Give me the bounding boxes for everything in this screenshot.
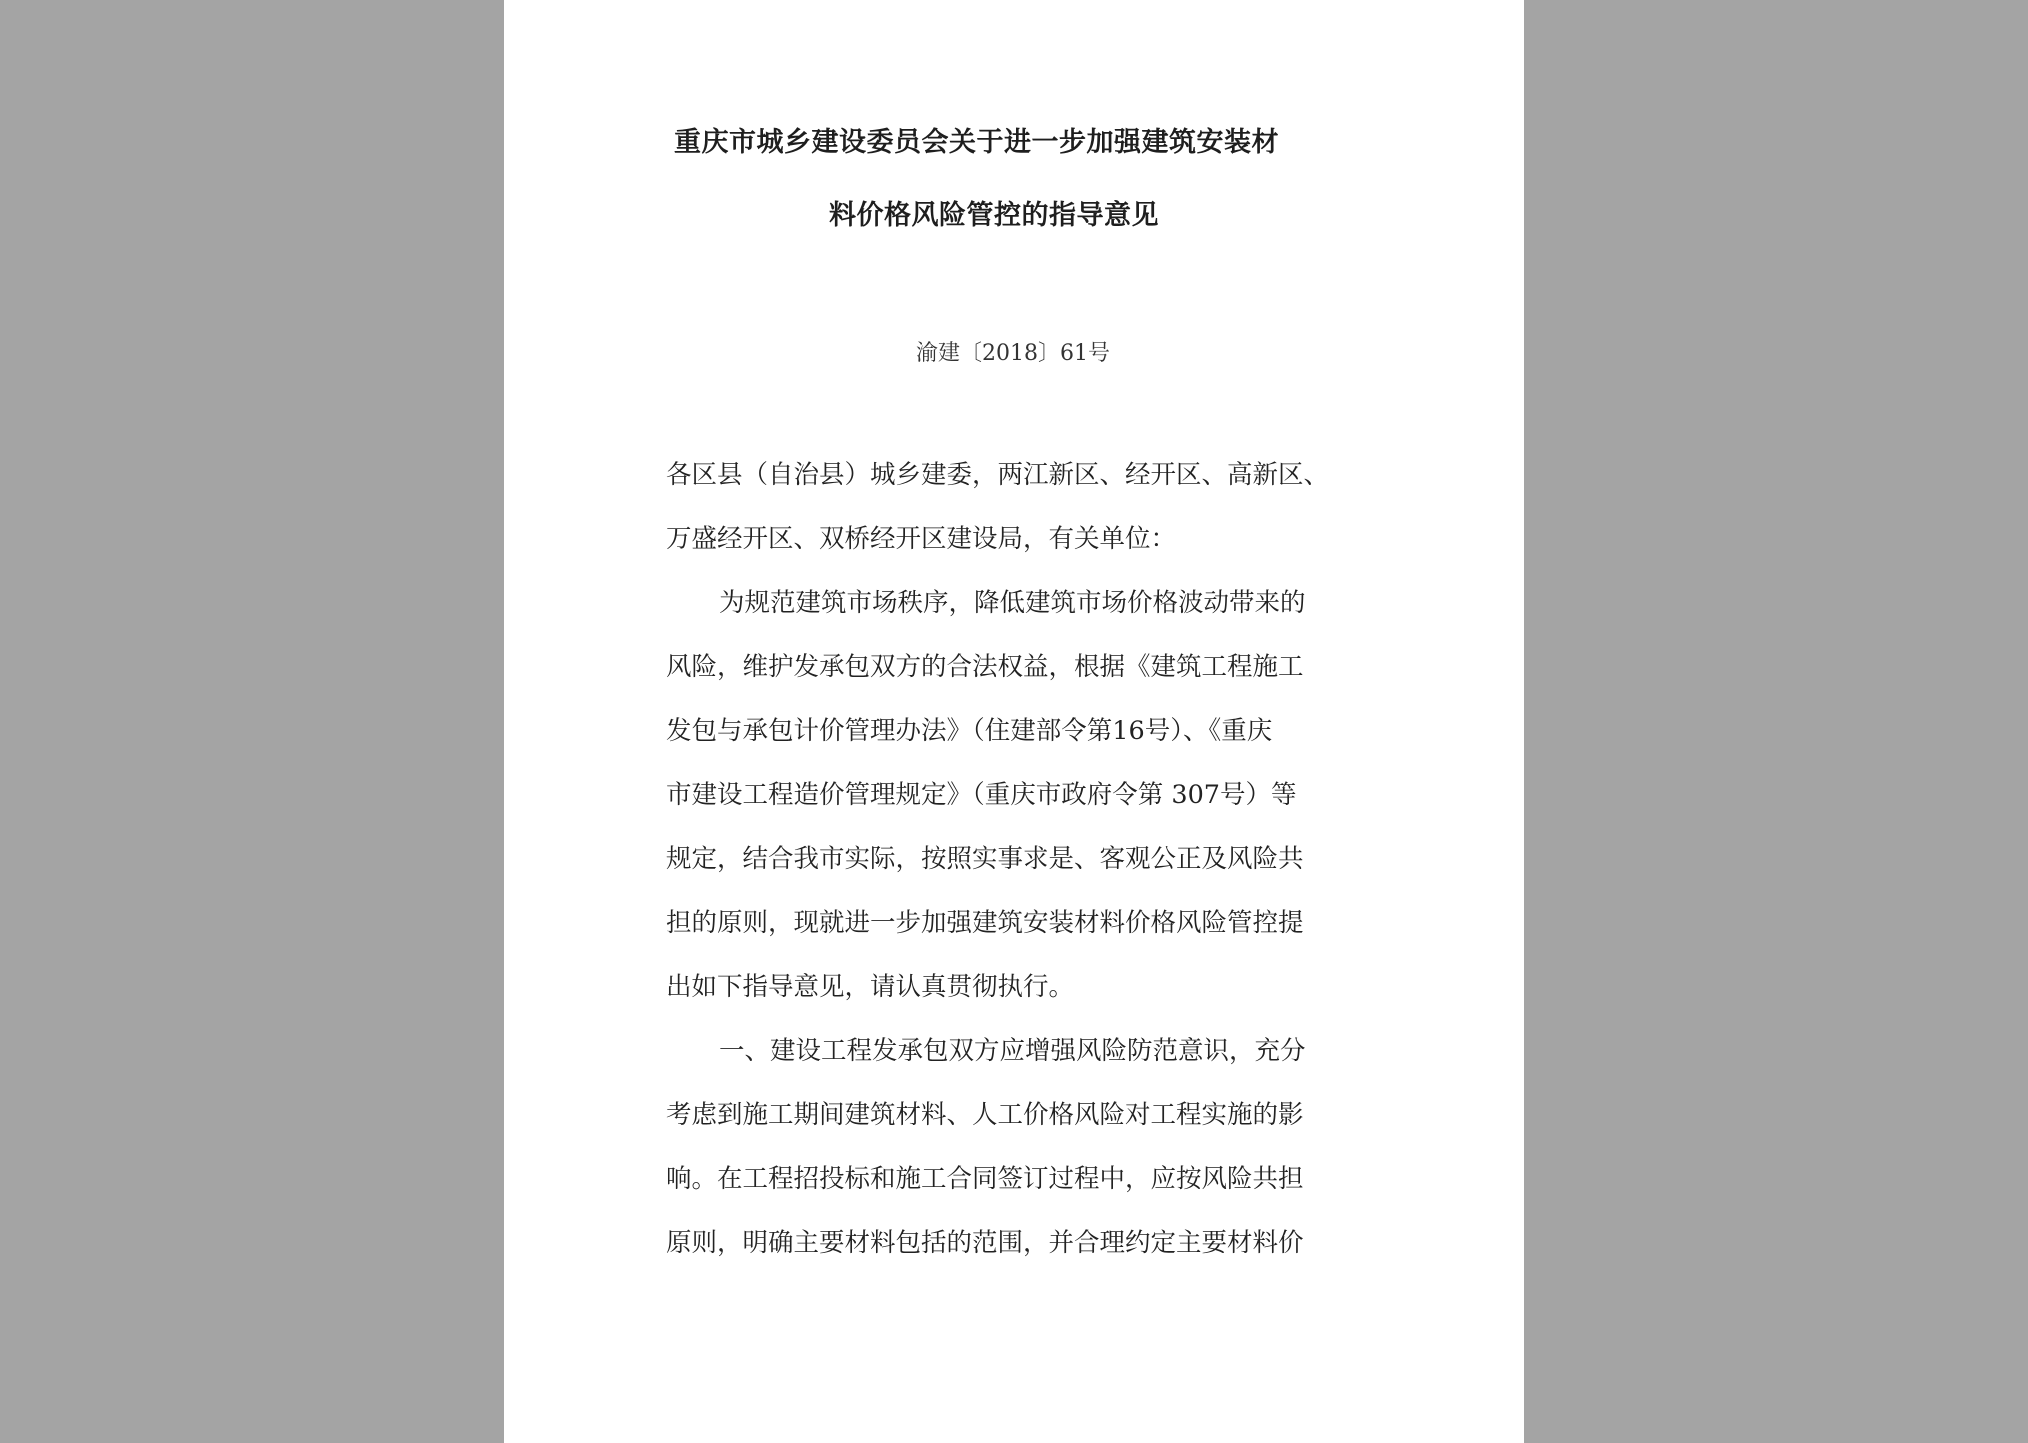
- body-line: 万盛经开区、双桥经开区建设局，有关单位：: [666, 524, 1177, 554]
- body-line: 规定，结合我市实际，按照实事求是、客观公正及风险共: [666, 844, 1304, 874]
- body-line: 响。在工程招投标和施工合同签订过程中，应按风险共担: [666, 1164, 1304, 1194]
- body-line: 出如下指导意见，请认真贯彻执行。: [666, 972, 1075, 1002]
- body-line: 一、建设工程发承包双方应增强风险防范意识，充分: [719, 1036, 1306, 1066]
- body-line: 市建设工程造价管理规定》（重庆市政府令第 307号）等: [666, 780, 1297, 810]
- body-line: 发包与承包计价管理办法》（住建部令第16号）、《重庆: [666, 716, 1273, 746]
- document-number: 渝建〔2018〕61号: [916, 341, 1110, 366]
- document-page: [504, 0, 1524, 1443]
- document-title-line-2: 料价格风险管控的指导意见: [829, 200, 1159, 231]
- body-line: 担的原则，现就进一步加强建筑安装材料价格风险管控提: [666, 908, 1304, 938]
- body-line: 考虑到施工期间建筑材料、人工价格风险对工程实施的影: [666, 1100, 1304, 1130]
- body-line: 原则，明确主要材料包括的范围，并合理约定主要材料价: [666, 1228, 1304, 1258]
- document-title-line-1: 重庆市城乡建设委员会关于进一步加强建筑安装材: [674, 127, 1279, 158]
- body-line: 各区县（自治县）城乡建委，两江新区、经开区、高新区、: [666, 460, 1330, 490]
- body-line: 风险，维护发承包双方的合法权益，根据《建筑工程施工: [666, 652, 1304, 682]
- body-line: 为规范建筑市场秩序，降低建筑市场价格波动带来的: [719, 588, 1306, 618]
